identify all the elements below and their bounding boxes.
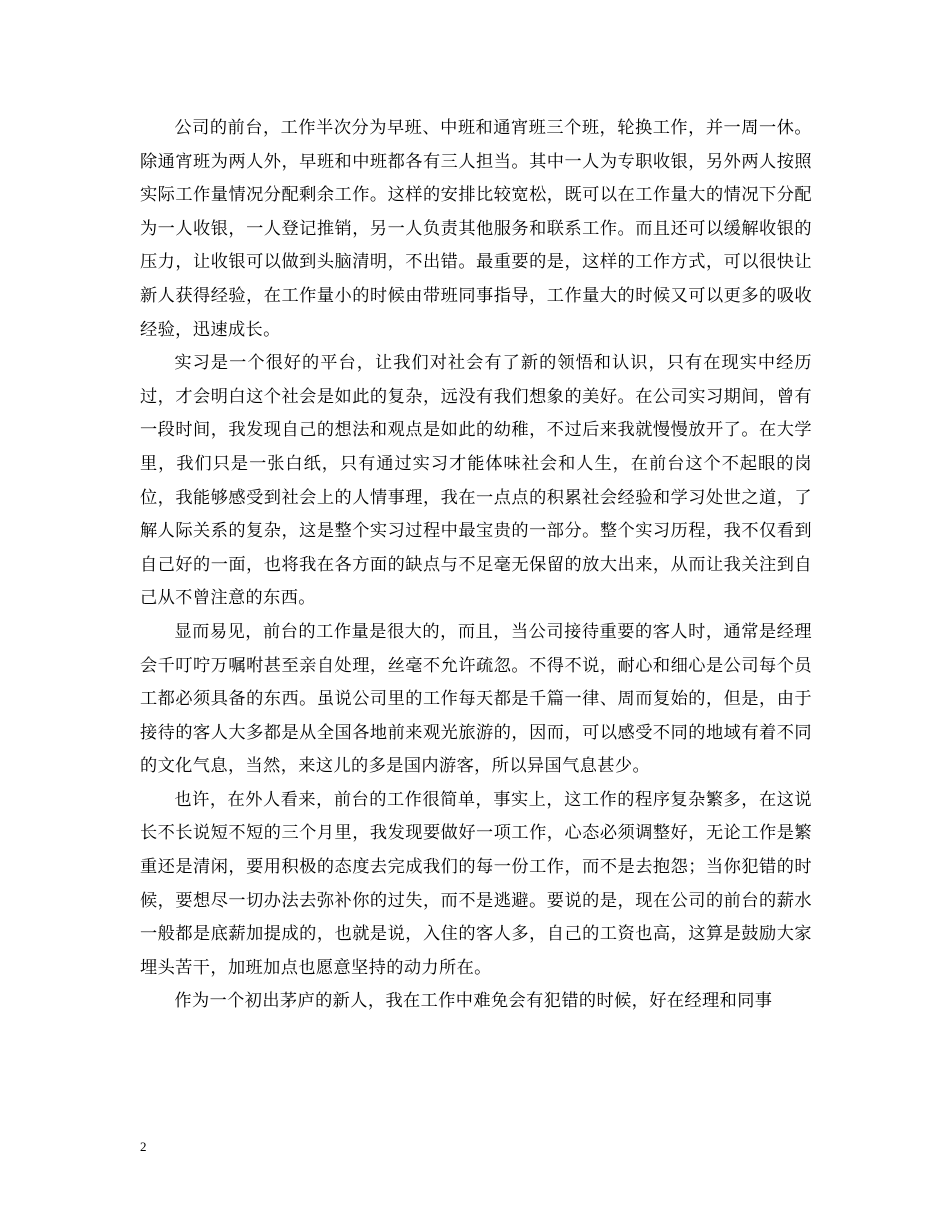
paragraph-2: 实习是一个很好的平台，让我们对社会有了新的领悟和认识，只有在现实中经历过，才会明白这个社会是如此的复杂，远没有我们想象的美好。在公司实习期间，曾有一段时间，我发现自己的想法和观点是如此的幼稚，不过后来我就慢慢放开了。在大学里，我们只是一张白纸，只有通过实习才能体味社会和人生，在前台这个不起眼的岗位，我能够感受到社会上的人情事理，我在一点点的积累社会经验和学习处世之道，了解人际关系的复杂，这是整个实习过程中最宝贵的一部分。整个实习历程，我不仅看到自己好的一面，也将我在各方面的缺点与不足毫无保留的放大出来，从而让我关注到自己从不曾注意的东西。 bbox=[140, 353, 812, 609]
page-number: 2 bbox=[140, 1139, 147, 1154]
paragraph-3: 显而易见，前台的工作量是很大的，而且，当公司接待重要的客人时，通常是经理会千叮咛万嘱咐甚至亲自处理，丝毫不允许疏忽。不得不说，耐心和细心是公司每个员工都必须具备的东西。虽说公司里的工作每天都是千篇一律、周而复始的，但是，由于接待的客人大多都是从全国各地前来观光旅游的，因而，可以感受不同的地域有着不同的文化气息，当然，来这儿的多是国内游客，所以异国气息甚少。 bbox=[140, 621, 812, 777]
paragraph-1: 公司的前台，工作半次分为早班、中班和通宵班三个班，轮换工作，并一周一休。除通宵班为两人外，早班和中班都各有三人担当。其中一人为专职收银，另外两人按照实际工作量情况分配剩余工作。这样的安排比较宽松，既可以在工作量大的情况下分配为一人收银，一人登记推销，另一人负责其他服务和联系工作。而且还可以缓解收银的压力，让收银可以做到头脑清明，不出错。最重要的是，这样的工作方式，可以很快让新人获得经验，在工作量小的时候由带班同事指导，工作量大的时候又可以更多的吸收经验，迅速成长。 bbox=[140, 118, 812, 340]
body-text bbox=[140, 112, 812, 1019]
paragraph-4: 也许，在外人看来，前台的工作很简单，事实上，这工作的程序复杂繁多，在这说长不长说短不短的三个月里，我发现要做好一项工作，心态必须调整好，无论工作是繁重还是清闲，要用积极的态度去完成我们的每一份工作，而不是去抱怨；当你犯错的时候，要想尽一切办法去弥补你的过失，而不是逃避。要说的是，现在公司的前台的薪水一般都是底薪加提成的，也就是说，入住的客人多，自己的工资也高，这算是鼓励大家埋头苦干，加班加点也愿意坚持的动力所在。 bbox=[140, 789, 812, 978]
paragraph-5: 作为一个初出茅庐的新人，我在工作中难免会有犯错的时候，好在经理和同事 bbox=[174, 991, 773, 1012]
